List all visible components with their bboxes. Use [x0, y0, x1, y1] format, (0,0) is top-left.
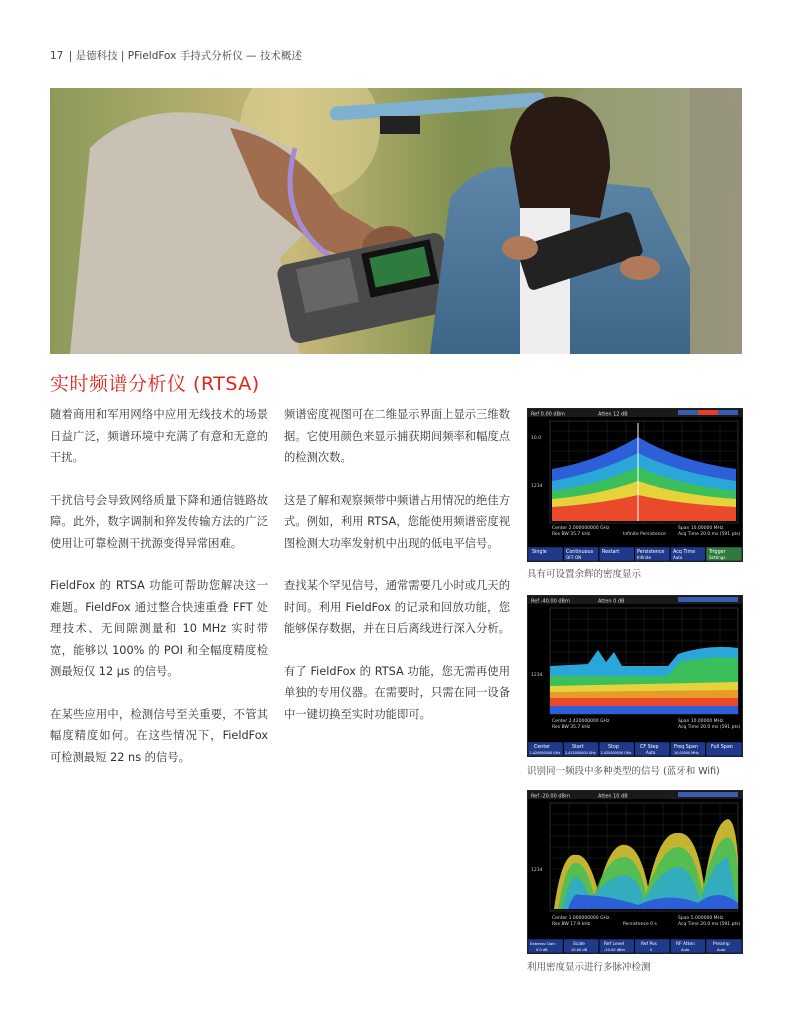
center-freq-label: Center 2.420000000 GHz: [552, 719, 610, 724]
ref-level-label: Ref -40.00 dBm: [531, 598, 570, 605]
multi-pulse-screenshot: [527, 790, 743, 954]
softkey-sub: 10.00 dB: [571, 948, 588, 952]
page-header: [50, 48, 302, 63]
bluetooth-wifi-screenshot: [527, 595, 743, 757]
screenshot-caption: 利用密度显示进行多脉冲检测: [527, 962, 651, 973]
softkey-single: Single: [532, 550, 547, 555]
res-bw-label: Res BW 35.7 kHz: [552, 725, 591, 730]
span-label: Span 5.000000 MHz: [678, 916, 724, 921]
softkey-ref-level: Ref Level: [604, 942, 625, 947]
page-number: 17: [50, 50, 64, 62]
softkey-center: Center: [534, 745, 551, 750]
softkey-scale: Scale: [573, 942, 585, 947]
res-bw-label: Res BW 35.7 kHz: [552, 532, 591, 537]
softkey-sub: Auto: [646, 750, 656, 755]
softkey-stop: Stop: [608, 745, 619, 750]
paragraph: 在某些应用中，检测信号至关重要，不管其幅度精度如何。在这些情况下，FieldFox 可检测最短 22 ns 的信号。: [50, 707, 268, 764]
density-display-screenshot: [527, 408, 743, 562]
softkey-sub: 10.00000 MHz: [674, 751, 699, 755]
softkey-full-span: Full Span: [711, 745, 733, 750]
svg-text:1234: 1234: [531, 484, 543, 489]
softkey-sub: Infinite: [637, 555, 651, 560]
ref-level-label: Ref 0.00 dBm: [531, 411, 565, 418]
section-title: 实时频谱分析仪 (RTSA): [50, 373, 260, 395]
softkey-freq-span: Freq Span: [674, 745, 698, 750]
softkey-sub: Settings: [709, 555, 726, 560]
span-label: Span 10.00000 MHz: [678, 526, 724, 531]
paragraph: 查找某个罕见信号，通常需要几小时或几天的时间。利用 FieldFox 的记录和回放功能，您能够保存数据，并在日后离线进行深入分析。: [284, 579, 510, 635]
softkey-ref-pos: Ref Pos: [641, 942, 657, 947]
acq-time-label: Acq Time 20.0 ms (591 pts): [678, 725, 741, 730]
softkey-sub: Auto: [681, 948, 690, 952]
center-freq-label: Center 2.000000000 GHz: [552, 526, 610, 531]
softkey-external-gain: External Gain: [530, 941, 556, 946]
softkey-trigger: Trigger: [709, 550, 726, 555]
atten-label: Atten 10 dB: [598, 793, 628, 800]
softkey-sub: Auto: [673, 555, 683, 560]
right-text-column: [284, 404, 510, 746]
persistence-label: Infinite Persistence: [623, 532, 666, 537]
persistence-label: Persistence 0 s: [623, 922, 657, 927]
paragraph: 有了 FieldFox 的 RTSA 功能，您无需再使用单独的专用仪器。在需要时，只需在同一设备中一键切换至实时功能即可。: [284, 664, 510, 721]
paragraph: 这是了解和观察频带中频谱占用情况的绝佳方式。例如，利用 RTSA，您能使用频谱密度视图检测大功率发射机中出现的低电平信号。: [284, 493, 510, 550]
atten-label: Atten 0 dB: [598, 598, 625, 605]
softkey-sub: -20.00 dBm: [604, 948, 625, 952]
atten-label: Atten 12 dB: [598, 411, 628, 418]
svg-text:10.0: 10.0: [531, 436, 542, 441]
softkey-preamp: Preamp: [713, 942, 730, 947]
softkey-sub: 2.415000000 GHz: [565, 751, 596, 755]
res-bw-label: Res BW 17.9 kHz: [552, 922, 591, 927]
softkey-sub: Auto: [717, 948, 726, 952]
left-text-column: [50, 404, 268, 789]
softkey-sub: 0: [650, 948, 653, 952]
span-label: Span 10.00000 MHz: [678, 719, 724, 724]
svg-text:1234: 1234: [531, 868, 543, 873]
softkey-sub: 2.420000000 GHz: [529, 751, 561, 755]
ref-level-label: Ref -20.00 dBm: [531, 793, 570, 800]
screenshot-caption: 具有可设置余辉的密度显示: [527, 569, 642, 580]
softkey-acq-time: Acq Time: [673, 550, 696, 555]
softkey-sub: OFF ON: [566, 555, 582, 560]
softkey-rf-atten: RF Atten: [676, 942, 695, 947]
paragraph: 干扰信号会导致网络质量下降和通信链路故障。此外，数字调制和猝发传输方法的广泛使用让可靠检测干扰源变得异常困难。: [50, 493, 268, 550]
softkey-persistence: Persistence: [637, 550, 665, 555]
paragraph: 频谱密度视图可在二维显示界面上显示三维数据。它使用颜色来显示捕获期间频率和幅度点的检测次数。: [284, 408, 510, 464]
header-text: | 是德科技 | PFieldFox 手持式分析仪 — 技术概述: [68, 50, 302, 62]
paragraph: 随着商用和军用网络中应用无线技术的场景日益广泛，频谱环境中充满了有意和无意的干扰。: [50, 408, 268, 464]
softkey-cf-step: CF Step: [640, 745, 659, 750]
acq-time-label: Acq Time 20.0 ms (591 pts): [678, 922, 741, 927]
screenshot-caption: 识别同一频段中多种类型的信号 (蓝牙和 Wifi): [527, 766, 720, 777]
softkey-sub: 2.425000000 GHz: [600, 751, 632, 755]
softkey-sub: 0.0 dB: [536, 948, 548, 952]
softkey-continuous: Continuous: [566, 550, 594, 555]
field-photo: [50, 88, 742, 354]
acq-time-label: Acq Time 20.0 ms (591 pts): [678, 532, 741, 537]
softkey-start: Start: [572, 745, 584, 750]
paragraph: FieldFox 的 RTSA 功能可帮助您解决这一难题。FieldFox 通过整合快速重叠 FFT 处理技术、无间隙测量和 10 MHz 实时带宽，能够以 100% 的 POI 和全幅度精度检测最短仅 12 μs 的信号。: [50, 579, 268, 678]
center-freq-label: Center 1.000000000 GHz: [552, 916, 610, 921]
svg-text:1234: 1234: [531, 673, 543, 678]
softkey-restart: Restart: [602, 550, 620, 555]
